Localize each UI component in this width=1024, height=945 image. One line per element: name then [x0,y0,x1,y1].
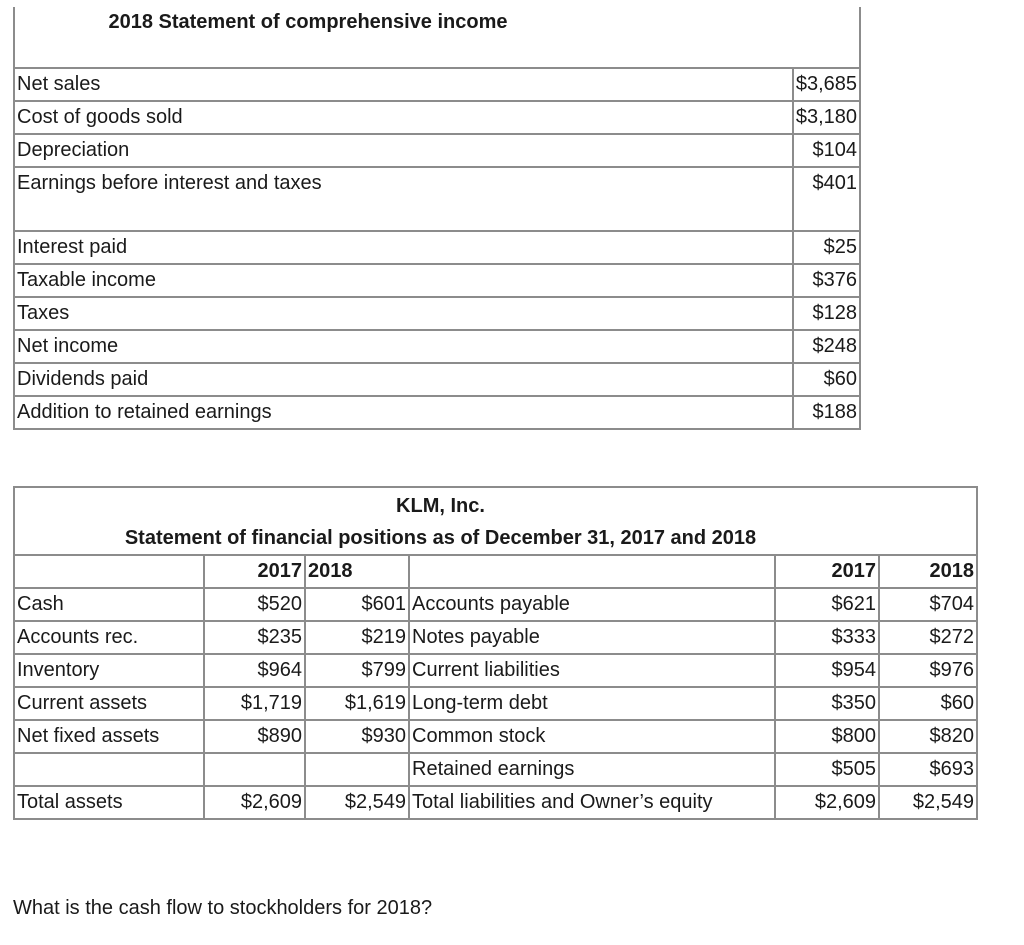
table-row: Cash $520 $601 Accounts payable $621 $704 [14,588,977,621]
table-header-row: 2017 2018 2017 2018 [14,555,977,588]
table-row: Net fixed assets $890 $930 Common stock $800 $820 [14,720,977,753]
question-text: What is the cash flow to stockholders for 2018? [13,897,433,919]
table-row: Cost of goods sold $3,180 [14,101,860,134]
table-row: Interest paid $25 [14,231,860,264]
table-row: Total assets $2,609 $2,549 Total liabilities and Owner’s equity $2,609 $2,549 [14,786,977,819]
income-statement-table [13,7,861,430]
balance-sheet-title: Statement of financial positions as of December 31, 2017 and 2018 [124,527,757,549]
income-statement-title: 2018 Statement of comprehensive income [14,7,860,68]
table-row: Earnings before interest and taxes $401 [14,167,860,231]
balance-sheet-header [14,487,977,555]
table-row: Accounts rec. $235 $219 Notes payable $333 $272 [14,621,977,654]
table-row: Net income $248 [14,330,860,363]
table-row: Dividends paid $60 [14,363,860,396]
table-row: Current assets $1,719 $1,619 Long-term debt $350 $60 [14,687,977,720]
company-name: KLM, Inc. [396,495,485,517]
table-row: Inventory $964 $799 Current liabilities $954 $976 [14,654,977,687]
table-row: Taxable income $376 [14,264,860,297]
table-row: Taxes $128 [14,297,860,330]
table-row: Depreciation $104 [14,134,860,167]
table-row: Retained earnings $505 $693 [14,753,977,786]
balance-sheet-table [13,486,978,820]
table-row: Addition to retained earnings $188 [14,396,860,429]
table-row: Net sales $3,685 [14,68,860,101]
